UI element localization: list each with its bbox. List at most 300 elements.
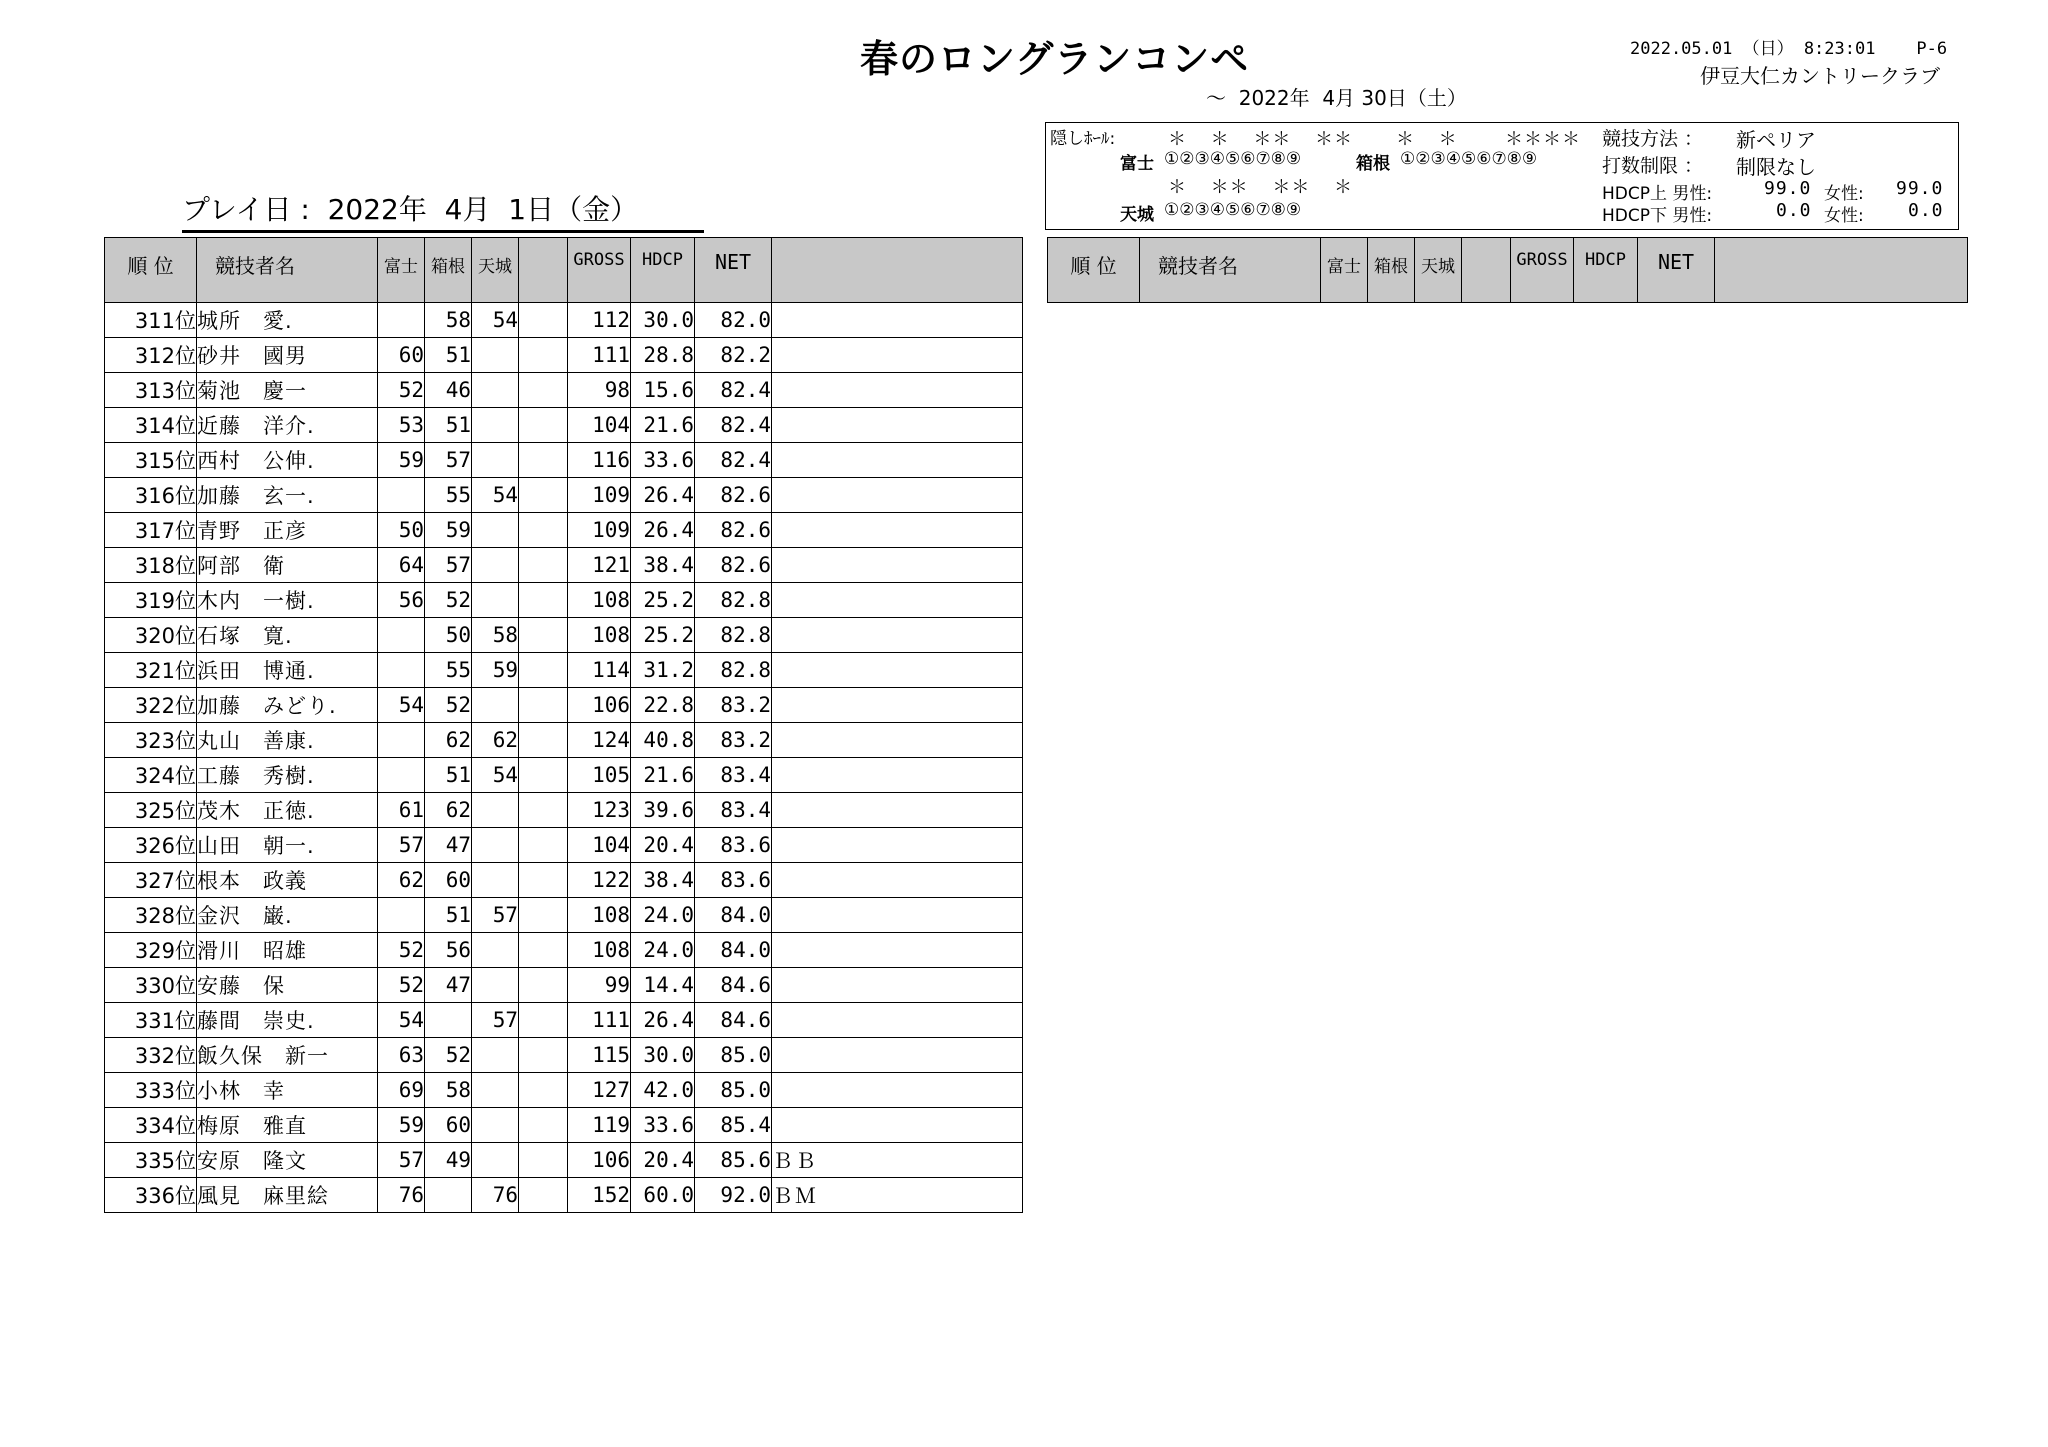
net-score: 84.0 [695, 933, 772, 968]
col-name: 競技者名 [197, 238, 378, 303]
hdcp-value: 26.4 [631, 513, 695, 548]
rank-cell: 321位 [105, 653, 197, 688]
score-fuji: 60 [378, 338, 425, 373]
table-row [105, 303, 1023, 338]
net-score: 82.4 [695, 373, 772, 408]
score-fuji: 52 [378, 933, 425, 968]
blank-cell [519, 303, 568, 338]
net-score: 82.8 [695, 583, 772, 618]
note-cell [772, 338, 1023, 373]
hdcp-value: 60.0 [631, 1178, 695, 1213]
player-name: 梅原 雅直 [197, 1108, 378, 1143]
table-row [105, 898, 1023, 933]
rank-cell: 318位 [105, 548, 197, 583]
col-net: NET [695, 238, 772, 303]
club-name: 伊豆大仁カントリークラブ [1700, 64, 1940, 88]
note-cell [772, 583, 1023, 618]
col-gross: GROSS [568, 238, 631, 303]
hdcp-lower-female-label: 女性: [1824, 206, 1864, 226]
hdcp-value: 15.6 [631, 373, 695, 408]
note-cell [772, 828, 1023, 863]
gross-score: 104 [568, 408, 631, 443]
table-row [105, 1038, 1023, 1073]
table-row [105, 933, 1023, 968]
gross-score: 99 [568, 968, 631, 1003]
note-cell [772, 478, 1023, 513]
hdcp-upper-female: 99.0 [1896, 178, 1944, 199]
rank-cell: 328位 [105, 898, 197, 933]
player-name: 根本 政義 [197, 863, 378, 898]
results-table-right [1047, 237, 1968, 303]
table-row [105, 408, 1023, 443]
blank-cell [519, 583, 568, 618]
hdcp-value: 14.4 [631, 968, 695, 1003]
blank-cell [519, 1143, 568, 1178]
score-hakone: 56 [425, 933, 472, 968]
score-hakone: 47 [425, 828, 472, 863]
blank-cell [519, 758, 568, 793]
document-title: 春のロングランコンペ [860, 37, 1250, 81]
score-hakone: 51 [425, 758, 472, 793]
results-table-left [104, 237, 1023, 1213]
hdcp-value: 25.2 [631, 618, 695, 653]
score-amagi [472, 408, 519, 443]
score-hakone [425, 1178, 472, 1213]
rank-cell: 322位 [105, 688, 197, 723]
blank-cell [519, 618, 568, 653]
player-name: 木内 一樹. [197, 583, 378, 618]
player-name: 青野 正彦 [197, 513, 378, 548]
table-row [105, 863, 1023, 898]
blank-cell [519, 1003, 568, 1038]
score-hakone: 46 [425, 373, 472, 408]
score-amagi: 57 [472, 898, 519, 933]
blank-cell [519, 1038, 568, 1073]
score-fuji [378, 723, 425, 758]
hdcp-value: 24.0 [631, 933, 695, 968]
score-fuji: 50 [378, 513, 425, 548]
player-name: 城所 愛. [197, 303, 378, 338]
player-name: 近藤 洋介. [197, 408, 378, 443]
hdcp-lower-label: HDCP下 男性: [1602, 206, 1713, 226]
player-name: 山田 朝一. [197, 828, 378, 863]
score-hakone: 55 [425, 478, 472, 513]
note-cell [772, 933, 1023, 968]
hdcp-upper-male: 99.0 [1764, 178, 1812, 199]
rank-cell: 329位 [105, 933, 197, 968]
gross-score: 115 [568, 1038, 631, 1073]
hdcp-value: 24.0 [631, 898, 695, 933]
gross-score: 109 [568, 478, 631, 513]
table-row [105, 653, 1023, 688]
blank-cell [519, 863, 568, 898]
play-date: プレイ日 : 2022年 4月 1日（金） [182, 188, 704, 233]
col-course-hakone: 箱根 [425, 238, 472, 303]
note-cell [772, 1108, 1023, 1143]
rank-cell: 331位 [105, 1003, 197, 1038]
player-name: 茂木 正徳. [197, 793, 378, 828]
score-fuji: 63 [378, 1038, 425, 1073]
hdcp-lower-male: 0.0 [1776, 200, 1812, 221]
table-row [105, 1108, 1023, 1143]
score-fuji: 57 [378, 828, 425, 863]
hdcp-value: 30.0 [631, 1038, 695, 1073]
blank-cell [519, 828, 568, 863]
blank-cell [519, 898, 568, 933]
player-name: 滑川 昭雄 [197, 933, 378, 968]
hdcp-value: 33.6 [631, 443, 695, 478]
net-score: 82.8 [695, 618, 772, 653]
gross-score: 152 [568, 1178, 631, 1213]
gross-score: 108 [568, 618, 631, 653]
net-score: 83.4 [695, 793, 772, 828]
col-blank [1462, 238, 1511, 303]
note-cell [772, 968, 1023, 1003]
player-name: 風見 麻里絵 [197, 1178, 378, 1213]
hdcp-value: 38.4 [631, 863, 695, 898]
score-hakone: 55 [425, 653, 472, 688]
score-hakone: 52 [425, 583, 472, 618]
col-name: 競技者名 [1140, 238, 1321, 303]
net-score: 84.6 [695, 1003, 772, 1038]
player-name: 砂井 國男 [197, 338, 378, 373]
timestamp-text: 2022.05.01 （日） 8:23:01 [1630, 39, 1876, 59]
score-hakone: 57 [425, 548, 472, 583]
hidden-holes-label: 隠しﾎｰﾙ: [1050, 129, 1116, 149]
score-fuji [378, 758, 425, 793]
limit-value: 制限なし [1736, 155, 1816, 179]
player-name: 浜田 博通. [197, 653, 378, 688]
table-row [105, 583, 1023, 618]
gross-score: 112 [568, 303, 631, 338]
score-amagi [472, 793, 519, 828]
table-row [105, 1143, 1023, 1178]
gross-score: 108 [568, 583, 631, 618]
score-fuji: 64 [378, 548, 425, 583]
rank-cell: 324位 [105, 758, 197, 793]
blank-cell [519, 443, 568, 478]
rank-cell: 313位 [105, 373, 197, 408]
table-row [105, 688, 1023, 723]
blank-cell [519, 338, 568, 373]
gross-score: 119 [568, 1108, 631, 1143]
score-fuji: 76 [378, 1178, 425, 1213]
rank-cell: 334位 [105, 1108, 197, 1143]
table-row [105, 1073, 1023, 1108]
blank-cell [519, 688, 568, 723]
blank-cell [519, 1073, 568, 1108]
score-fuji [378, 303, 425, 338]
course-amagi-holes: ①②③④⑤⑥⑦⑧⑨ [1164, 200, 1302, 220]
score-hakone: 51 [425, 408, 472, 443]
net-score: 82.4 [695, 443, 772, 478]
hdcp-value: 22.8 [631, 688, 695, 723]
net-score: 83.2 [695, 688, 772, 723]
score-hakone: 51 [425, 898, 472, 933]
score-fuji: 56 [378, 583, 425, 618]
score-hakone: 62 [425, 793, 472, 828]
hdcp-value: 21.6 [631, 758, 695, 793]
col-course-hakone: 箱根 [1368, 238, 1415, 303]
hidden-holes-box [1045, 122, 1959, 230]
score-amagi: 62 [472, 723, 519, 758]
score-hakone [425, 1003, 472, 1038]
method-label: 競技方法 ： [1602, 128, 1704, 150]
note-cell [772, 408, 1023, 443]
score-amagi: 59 [472, 653, 519, 688]
hdcp-value: 20.4 [631, 828, 695, 863]
gross-score: 106 [568, 688, 631, 723]
player-name: 藤間 崇史. [197, 1003, 378, 1038]
score-amagi [472, 513, 519, 548]
gross-score: 104 [568, 828, 631, 863]
table-row [105, 968, 1023, 1003]
score-hakone: 62 [425, 723, 472, 758]
score-hakone: 58 [425, 1073, 472, 1108]
blank-cell [519, 478, 568, 513]
net-score: 85.0 [695, 1073, 772, 1108]
score-amagi [472, 863, 519, 898]
blank-cell [519, 933, 568, 968]
col-hdcp: HDCP [1574, 238, 1638, 303]
method-value: 新ペリア [1736, 128, 1816, 152]
player-name: 安藤 保 [197, 968, 378, 1003]
table-row [105, 758, 1023, 793]
score-amagi [472, 688, 519, 723]
score-amagi [472, 1143, 519, 1178]
gross-score: 127 [568, 1073, 631, 1108]
score-fuji: 52 [378, 968, 425, 1003]
score-fuji: 54 [378, 688, 425, 723]
player-name: 菊池 慶一 [197, 373, 378, 408]
hdcp-value: 33.6 [631, 1108, 695, 1143]
note-cell [772, 618, 1023, 653]
gross-score: 122 [568, 863, 631, 898]
note-cell [772, 303, 1023, 338]
score-amagi [472, 548, 519, 583]
net-score: 83.2 [695, 723, 772, 758]
table-row [105, 828, 1023, 863]
score-amagi [472, 338, 519, 373]
hdcp-value: 20.4 [631, 1143, 695, 1178]
col-rank: 順 位 [105, 238, 197, 303]
player-name: 石塚 寛. [197, 618, 378, 653]
score-amagi [472, 1038, 519, 1073]
rank-cell: 312位 [105, 338, 197, 373]
hdcp-upper-female-label: 女性: [1824, 184, 1864, 204]
table-row [105, 618, 1023, 653]
course-fuji-holes: ①②③④⑤⑥⑦⑧⑨ [1164, 149, 1302, 169]
course-hakone-label: 箱根 [1356, 154, 1390, 174]
table-row [105, 513, 1023, 548]
rank-cell: 323位 [105, 723, 197, 758]
blank-cell [519, 408, 568, 443]
table-row [105, 723, 1023, 758]
rank-cell: 325位 [105, 793, 197, 828]
gross-score: 111 [568, 338, 631, 373]
rank-cell: 326位 [105, 828, 197, 863]
player-name: 加藤 みどり. [197, 688, 378, 723]
player-name: 小林 幸 [197, 1073, 378, 1108]
course-fuji-label: 富士 [1120, 154, 1154, 174]
net-score: 92.0 [695, 1178, 772, 1213]
course-hakone-holes: ①②③④⑤⑥⑦⑧⑨ [1400, 149, 1538, 169]
hdcp-upper-label: HDCP上 男性: [1602, 184, 1713, 204]
col-note [1715, 238, 1968, 303]
gross-score: 106 [568, 1143, 631, 1178]
blank-cell [519, 1108, 568, 1143]
gross-score: 123 [568, 793, 631, 828]
score-amagi [472, 828, 519, 863]
blank-cell [519, 793, 568, 828]
gross-score: 116 [568, 443, 631, 478]
score-hakone: 52 [425, 1038, 472, 1073]
score-hakone: 49 [425, 1143, 472, 1178]
note-cell [772, 1003, 1023, 1038]
blank-cell [519, 653, 568, 688]
score-fuji: 52 [378, 373, 425, 408]
score-hakone: 60 [425, 1108, 472, 1143]
score-fuji: 59 [378, 443, 425, 478]
col-note [772, 238, 1023, 303]
player-name: 金沢 巌. [197, 898, 378, 933]
net-score: 83.6 [695, 828, 772, 863]
table-header-row [105, 238, 1023, 303]
col-course-fuji: 富士 [1321, 238, 1368, 303]
hdcp-value: 31.2 [631, 653, 695, 688]
net-score: 82.6 [695, 478, 772, 513]
player-name: 阿部 衛 [197, 548, 378, 583]
score-hakone: 51 [425, 338, 472, 373]
gross-score: 98 [568, 373, 631, 408]
score-amagi: 58 [472, 618, 519, 653]
hdcp-value: 39.6 [631, 793, 695, 828]
note-cell [772, 373, 1023, 408]
note-cell [772, 898, 1023, 933]
table-row [105, 373, 1023, 408]
net-score: 85.0 [695, 1038, 772, 1073]
course-amagi-label: 天城 [1120, 205, 1154, 225]
score-amagi [472, 583, 519, 618]
score-amagi [472, 968, 519, 1003]
table-row [105, 1178, 1023, 1213]
score-amagi: 54 [472, 758, 519, 793]
rank-cell: 332位 [105, 1038, 197, 1073]
score-fuji: 61 [378, 793, 425, 828]
score-amagi: 76 [472, 1178, 519, 1213]
note-cell [772, 758, 1023, 793]
note-cell [772, 863, 1023, 898]
net-score: 83.4 [695, 758, 772, 793]
competition-period: ～ 2022年 4月 30日（土） [1206, 86, 1467, 110]
col-rank: 順 位 [1048, 238, 1140, 303]
table-row [105, 793, 1023, 828]
rank-cell: 336位 [105, 1178, 197, 1213]
score-fuji [378, 653, 425, 688]
net-score: 82.6 [695, 548, 772, 583]
table-row [105, 548, 1023, 583]
rank-cell: 315位 [105, 443, 197, 478]
rank-cell: 317位 [105, 513, 197, 548]
score-fuji: 57 [378, 1143, 425, 1178]
player-name: 工藤 秀樹. [197, 758, 378, 793]
note-cell: ＢＭ [772, 1178, 1023, 1213]
hdcp-value: 42.0 [631, 1073, 695, 1108]
gross-score: 111 [568, 1003, 631, 1038]
hdcp-value: 30.0 [631, 303, 695, 338]
net-score: 82.4 [695, 408, 772, 443]
table-row [105, 478, 1023, 513]
hdcp-value: 38.4 [631, 548, 695, 583]
rank-cell: 316位 [105, 478, 197, 513]
net-score: 84.6 [695, 968, 772, 1003]
score-fuji [378, 618, 425, 653]
rank-cell: 311位 [105, 303, 197, 338]
score-fuji: 59 [378, 1108, 425, 1143]
net-score: 85.6 [695, 1143, 772, 1178]
rank-cell: 333位 [105, 1073, 197, 1108]
rank-cell: 330位 [105, 968, 197, 1003]
hdcp-value: 25.2 [631, 583, 695, 618]
score-fuji: 53 [378, 408, 425, 443]
note-cell [772, 1073, 1023, 1108]
score-amagi [472, 443, 519, 478]
gross-score: 108 [568, 933, 631, 968]
score-amagi: 54 [472, 478, 519, 513]
player-name: 安原 隆文 [197, 1143, 378, 1178]
net-score: 82.0 [695, 303, 772, 338]
score-amagi: 57 [472, 1003, 519, 1038]
hdcp-value: 28.8 [631, 338, 695, 373]
score-fuji: 62 [378, 863, 425, 898]
table-header-row [1048, 238, 1968, 303]
rank-cell: 314位 [105, 408, 197, 443]
col-course-fuji: 富士 [378, 238, 425, 303]
gross-score: 108 [568, 898, 631, 933]
score-amagi [472, 373, 519, 408]
score-amagi [472, 933, 519, 968]
note-cell [772, 1038, 1023, 1073]
col-course-amagi: 天城 [1415, 238, 1462, 303]
player-name: 飯久保 新一 [197, 1038, 378, 1073]
hdcp-value: 40.8 [631, 723, 695, 758]
col-gross: GROSS [1511, 238, 1574, 303]
blank-cell [519, 968, 568, 1003]
player-name: 丸山 善康. [197, 723, 378, 758]
net-score: 85.4 [695, 1108, 772, 1143]
col-course-amagi: 天城 [472, 238, 519, 303]
rank-cell: 327位 [105, 863, 197, 898]
score-hakone: 57 [425, 443, 472, 478]
table-row [105, 443, 1023, 478]
col-blank [519, 238, 568, 303]
hidden-marks-row1-b: ＊ ＊ ＊＊＊＊ [1396, 129, 1582, 150]
gross-score: 121 [568, 548, 631, 583]
col-net: NET [1638, 238, 1715, 303]
net-score: 82.2 [695, 338, 772, 373]
col-hdcp: HDCP [631, 238, 695, 303]
gross-score: 105 [568, 758, 631, 793]
note-cell: ＢＢ [772, 1143, 1023, 1178]
score-hakone: 50 [425, 618, 472, 653]
note-cell [772, 723, 1023, 758]
blank-cell [519, 1178, 568, 1213]
score-fuji: 69 [378, 1073, 425, 1108]
hdcp-value: 21.6 [631, 408, 695, 443]
player-name: 加藤 玄一. [197, 478, 378, 513]
rank-cell: 335位 [105, 1143, 197, 1178]
rank-cell: 319位 [105, 583, 197, 618]
